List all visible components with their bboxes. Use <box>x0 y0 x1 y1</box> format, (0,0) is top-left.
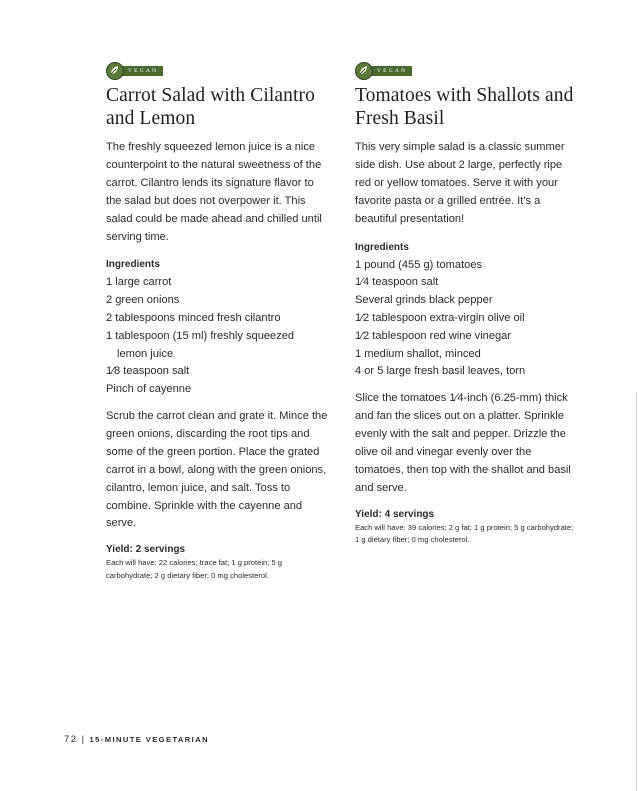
recipe-yield: Yield: 4 servings <box>355 508 435 520</box>
vegan-badge <box>355 62 579 80</box>
recipe-tomatoes-shallots <box>355 62 579 547</box>
page-edge-line <box>636 392 637 791</box>
vegan-label: VEGAN <box>122 66 163 76</box>
ingredient-item: 1⁄2 tablespoon red wine vinegar <box>355 329 512 342</box>
ingredients-heading: Ingredients <box>355 241 409 253</box>
ingredient-item: 2 tablespoons minced fresh cilantro <box>106 312 281 325</box>
recipe-nutrition: Each will have: 22 calories; trace fat; 1 g protein; 5 g carbohydrate; 2 g dietary fiber; 0 mg cholesterol. <box>106 558 283 580</box>
ingredient-item: 1⁄4 teaspoon salt <box>355 276 439 289</box>
footer-separator: | <box>81 734 86 745</box>
ingredient-item: 1⁄8 teaspoon salt <box>106 365 190 378</box>
ingredient-item: 1 medium shallot, minced <box>355 347 481 360</box>
page-number: 72 <box>64 734 78 745</box>
recipe-intro: This very simple salad is a classic summer side dish. Use about 2 large, perfectly ripe red or yellow tomatoes. Serve it with your favorite pasta or a grilled entrée. It's a beautiful presentation! <box>355 141 565 225</box>
ingredient-item: 4 or 5 large fresh basil leaves, torn <box>355 365 526 378</box>
ingredient-item: 1 pound (455 g) tomatoes <box>355 258 483 271</box>
leaf-icon <box>355 62 373 80</box>
ingredient-item: Pinch of cayenne <box>106 383 192 396</box>
ingredient-item: Several grinds black pepper <box>355 294 493 307</box>
recipe-method: Scrub the carrot clean and grate it. Mince the green onions, discarding the root tips and some of the green portion. Place the grated carrot in a bowl, along with the green onions, cilantro, lemon juice, and salt. Toss to combine. Sprinkle with the cayenne and serve. <box>106 410 328 530</box>
ingredient-item: 2 green onions <box>106 294 180 307</box>
ingredients-list <box>355 257 579 382</box>
ingredient-item <box>106 346 330 364</box>
recipe-title: Tomatoes with Shallots and Fresh Basil <box>355 85 574 129</box>
recipe-nutrition: Each will have: 39 calories; 2 g fat; 1 g protein; 5 g carbohydrate; 1 g dietary fiber; 0 mg cholesterol. <box>355 522 574 545</box>
recipe-yield: Yield: 2 servings <box>106 544 186 556</box>
page-footer <box>64 734 209 745</box>
leaf-icon <box>106 62 124 80</box>
recipe-carrot-salad <box>106 62 330 583</box>
ingredient-continuation: lemon juice <box>117 347 174 360</box>
ingredient-item: 1⁄2 tablespoon extra-virgin olive oil <box>355 311 525 324</box>
ingredients-list <box>106 274 330 399</box>
vegan-badge <box>106 62 330 80</box>
ingredient-item: 1 large carrot <box>106 276 172 289</box>
vegan-label: VEGAN <box>371 66 412 76</box>
recipe-method: Slice the tomatoes 1⁄4-inch (6.25-mm) thick and fan the slices out on a platter. Sprinkle evenly with the salt and pepper. Drizzle the olive oil and vinegar evenly over the tomatoes, then top with the shallot and basil and serve. <box>355 392 571 494</box>
ingredients-heading: Ingredients <box>106 259 160 271</box>
ingredient-item: 1 tablespoon (15 ml) freshly squeezed <box>106 329 295 342</box>
recipe-intro: The freshly squeezed lemon juice is a nice counterpoint to the natural sweetness of the carrot. Cilantro lends its signature flavor to the salad but does not overpower it. This salad could be made ahead and chilled until serving time. <box>106 141 322 243</box>
recipe-title: Carrot Salad with Cilantro and Lemon <box>106 85 315 129</box>
book-title: 15-MINUTE VEGETARIAN <box>89 735 209 744</box>
